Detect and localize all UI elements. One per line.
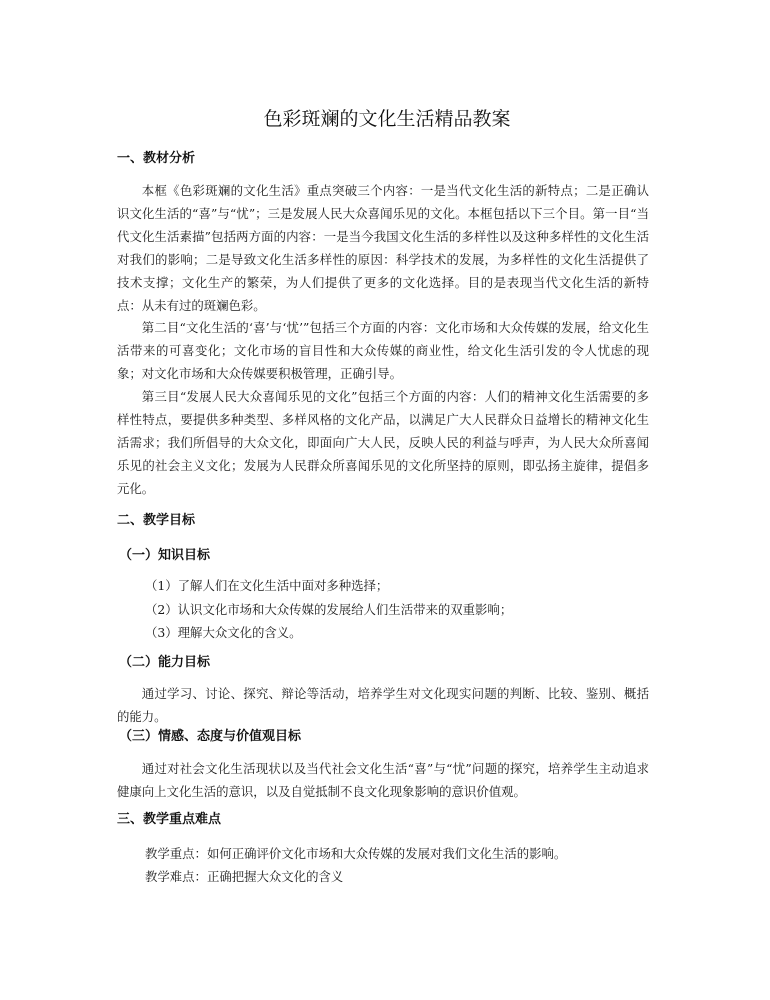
teaching-difficulty: 教学难点：正确把握大众文化的含义 xyxy=(145,869,344,884)
paragraph-ability-goals: 通过学习、讨论、探究、辩论等活动，培养学生对文化现实问题的判断、比较、鉴别、概括的能力。 xyxy=(117,686,649,724)
list-item: （1）了解人们在文化生活中面对多种选择； xyxy=(145,578,389,593)
subheading-attitude-goals: （三）情感、态度与价值观目标 xyxy=(119,729,302,744)
section-heading-textbook-analysis: 一、教材分析 xyxy=(117,151,196,166)
section-heading-teaching-goals: 二、教学目标 xyxy=(117,513,196,528)
document-title: 色彩斑斓的文化生活精品教案 xyxy=(263,108,511,130)
section-heading-key-points: 三、教学重点难点 xyxy=(117,812,222,827)
knowledge-goals-list xyxy=(145,574,645,645)
paragraph-second-item: 第二目“文化生活的‘喜’与‘忧’”包括三个方面的内容：文化市场和大众传媒的发展，给文化生活带来的可喜变化；文化市场的盲目性和大众传媒的商业性，给文化生活引发的令人忧虑的现象；对文化市场和大众传媒要积极管理，正确引导。 xyxy=(117,320,649,381)
teaching-focus: 教学重点：如何正确评价文化市场和大众传媒的发展对我们文化生活的影响。 xyxy=(145,846,567,861)
list-item: （2）认识文化市场和大众传媒的发展给人们生活带来的双重影响； xyxy=(145,601,513,617)
subheading-ability-goals: （二）能力目标 xyxy=(119,655,211,670)
paragraph-textbook-overview: 本框《色彩斑斓的文化生活》重点突破三个内容：一是当代文化生活的新特点；二是正确认识文化生活的“喜”与“忧”；三是发展人民大众喜闻乐见的文化。本框包括以下三个目。第一目“当代文化生活素描”包括两方面的内容：一是当今我国文化生活的多样性以及这种多样性的文化生活对我们的影响；二是导致文化生活多样性的原因：科学技术的发展，为多样性的文化生活提供了技术支撑；文化生产的繁荣，为人们提供了更多的文化选择。目的是表现当代文化生活的新特点：从未有过的斑斓色彩。 xyxy=(117,183,649,313)
paragraph-attitude-goals: 通过对社会文化生活现状以及当代社会文化生活“喜”与“忧”问题的探究，培养学生主动追求健康向上文化生活的意识，以及自觉抵制不良文化现象影响的意识价值观。 xyxy=(117,761,649,799)
list-item: （3）理解大众文化的含义。 xyxy=(145,625,302,640)
subheading-knowledge-goals: （一）知识目标 xyxy=(119,548,211,563)
paragraph-third-item: 第三目“发展人民大众喜闻乐见的文化”包括三个方面的内容：人们的精神文化生活需要的多样性特点，要提供多种类型、多样风格的文化产品，以满足广大人民群众日益增长的精神文化生活需求；我们所倡导的大众文化，即面向广大人民，反映人民的利益与呼声，为人民大众所喜闻乐见的社会主义文化；发展为人民群众所喜闻乐见的文化所坚持的原则，即弘扬主旋律，提倡多元化。 xyxy=(117,389,649,496)
